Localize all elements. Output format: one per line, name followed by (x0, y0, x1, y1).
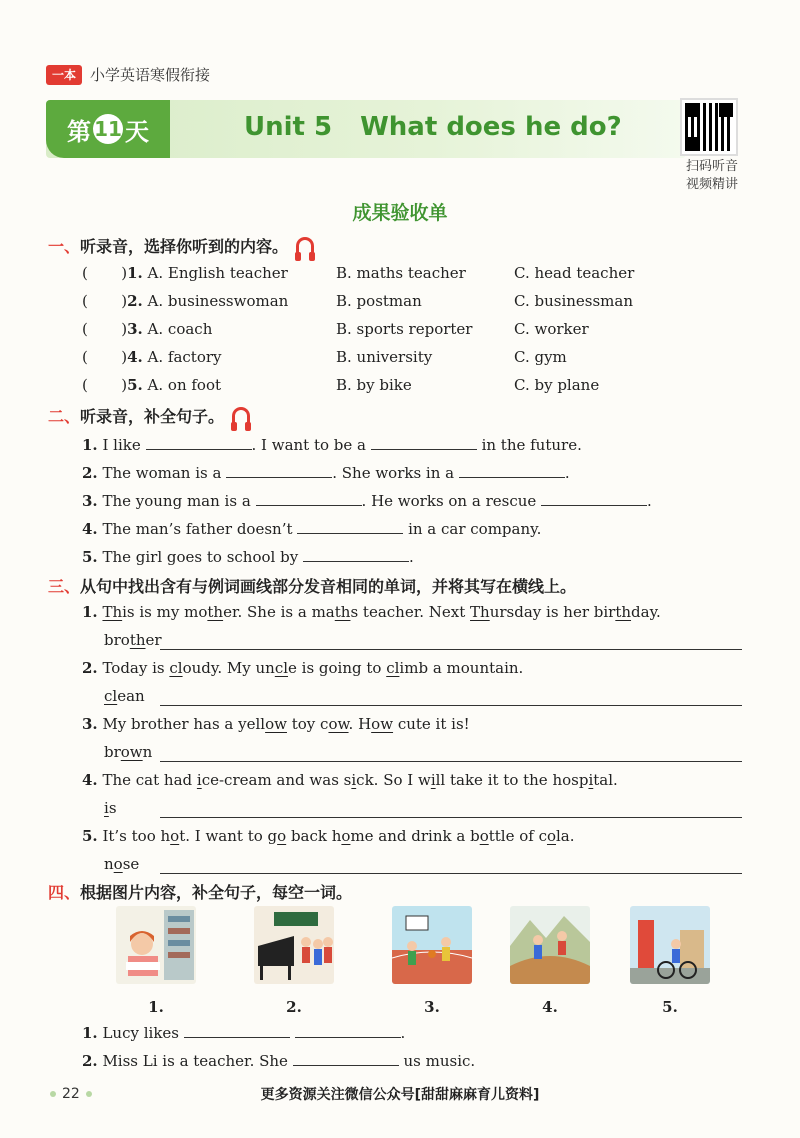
example-segment: cl (104, 687, 118, 705)
section-number: 三、 (48, 577, 81, 596)
sentence-segment: ursday is her bir (489, 603, 616, 621)
example-word (104, 743, 152, 761)
item-number: 1. (82, 603, 98, 621)
item-number: 5. (82, 548, 98, 566)
answer-blank[interactable] (459, 464, 565, 478)
sentence-segment: o (277, 827, 287, 845)
item-number: 3. (82, 715, 98, 733)
answer-bracket[interactable]: ( ) (82, 264, 128, 282)
sentence-segment: me and drink a b (350, 827, 480, 845)
choice-question-4 (82, 348, 642, 366)
sentence-segment: oudy. My un (182, 659, 275, 677)
sentence-segment: cl (274, 659, 289, 677)
answer-line[interactable] (160, 705, 742, 706)
picture-label: 4. (542, 998, 558, 1016)
day-prefix: 第 (67, 117, 91, 146)
sentence-segment: toy c (286, 715, 329, 733)
sentence-segment: ow (265, 715, 287, 733)
sentence-segment: t. I want to g (179, 827, 278, 845)
section-number: 一、 (48, 237, 81, 256)
section-4-heading (48, 880, 352, 903)
item-number: 2. (82, 659, 98, 677)
option-a[interactable]: A. coach (147, 320, 213, 338)
answer-line[interactable] (160, 649, 742, 650)
answer-blank[interactable] (295, 1024, 401, 1038)
unit-title (244, 112, 650, 142)
example-word (104, 631, 162, 649)
phonics-question-1 (82, 603, 661, 621)
example-segment: se (122, 855, 140, 873)
phonics-question-5 (82, 827, 575, 845)
answer-blank[interactable] (303, 548, 409, 562)
picture-5-riding-bike (630, 906, 710, 984)
sentence-text: I like (102, 436, 141, 454)
item-number: 1. (82, 436, 98, 454)
option-a[interactable]: A. factory (147, 348, 222, 366)
example-segment: s (108, 799, 117, 817)
choice-question-3 (82, 320, 642, 338)
sentence-text: in a car company. (408, 520, 542, 538)
item-number: 4. (82, 520, 98, 538)
phonics-question-4 (82, 771, 618, 789)
sentence-segment: e is going to (288, 659, 387, 677)
picture-3-playing-basketball (392, 906, 472, 984)
sentence-segment: ce-cream and was s (201, 771, 352, 789)
item-number: 3. (82, 492, 98, 510)
sentence-segment: Today is (102, 659, 170, 677)
answer-line[interactable] (160, 761, 742, 762)
answer-blank[interactable] (226, 464, 332, 478)
option-c[interactable]: C. worker (514, 320, 589, 338)
option-c[interactable]: C. by plane (514, 376, 600, 394)
sentence-text: The man’s father doesn’t (102, 520, 293, 538)
picture-label: 5. (662, 998, 678, 1016)
answer-bracket[interactable]: ( ) (82, 320, 128, 338)
footer-note: 更多资源关注微信公众号[甜甜麻麻育儿资料] (260, 1087, 540, 1103)
sentence-text: The woman is a (102, 464, 222, 482)
fill-sentence-2 (82, 464, 570, 482)
answer-blank[interactable] (297, 520, 403, 534)
item-number: 3. (127, 320, 143, 338)
day-number: 11 (93, 114, 123, 144)
item-number: 2. (127, 292, 143, 310)
sentence-text: . (647, 492, 652, 510)
sentence-segment: cl (386, 659, 400, 677)
example-segment: th (129, 631, 146, 649)
sentence-text: . I want to be a (251, 436, 366, 454)
qr-caption-line2: 视频精讲 (685, 177, 738, 192)
answer-bracket[interactable]: ( ) (82, 292, 128, 310)
option-a[interactable]: A. on foot (147, 376, 222, 394)
answer-line[interactable] (160, 873, 742, 874)
sentence-segment: back h (286, 827, 342, 845)
picture-2-music-class (254, 906, 334, 984)
sentence-segment: o (546, 827, 556, 845)
sentence-segment: It’s too h (102, 827, 171, 845)
example-segment: ow (120, 743, 143, 761)
series-name: 小学英语寒假衔接 (90, 66, 211, 84)
sentence-segment: cl (169, 659, 183, 677)
sentence-segment: o (479, 827, 489, 845)
qr-caption-line1: 扫码听音 (685, 159, 738, 174)
sentence-text: Lucy likes (102, 1024, 179, 1042)
sentence-segment: is is my mo (122, 603, 208, 621)
sentence-segment: th (334, 603, 351, 621)
headphones-icon[interactable] (296, 237, 314, 255)
sentence-segment: i (430, 771, 436, 789)
example-segment: br (104, 743, 121, 761)
option-b[interactable]: B. by bike (336, 376, 412, 394)
sentence-segment: cute it is! (393, 715, 470, 733)
option-c[interactable]: C. gym (514, 348, 567, 366)
qr-caption (672, 158, 752, 194)
sentence-segment: o (170, 827, 180, 845)
sentence-segment: tal. (593, 771, 618, 789)
choice-question-1 (82, 264, 642, 282)
example-segment: i (104, 799, 109, 817)
example-segment: bro (104, 631, 130, 649)
option-b[interactable]: B. maths teacher (336, 264, 466, 282)
unit-question: What does he do? (360, 112, 622, 142)
picture-sentence-2 (82, 1052, 475, 1070)
example-word (104, 855, 139, 873)
choice-question-2 (82, 292, 642, 310)
item-number: 1. (82, 1024, 98, 1042)
sentence-text: The young man is a (102, 492, 251, 510)
sentence-segment: imb a mountain. (399, 659, 524, 677)
item-number: 5. (127, 376, 143, 394)
sentence-text: Miss Li is a teacher. She (102, 1052, 288, 1070)
sentence-text: The girl goes to school by (102, 548, 299, 566)
answer-blank[interactable] (256, 492, 362, 506)
sentence-segment: ttle of c (488, 827, 547, 845)
example-word (104, 687, 145, 705)
picture-sentence-1 (82, 1024, 405, 1042)
sentence-segment: ck. So I w (356, 771, 431, 789)
section-text: 听录音，补全句子。 (80, 407, 225, 426)
option-b[interactable]: B. university (336, 348, 433, 366)
publisher-logo: 一本 (46, 65, 82, 85)
answer-line[interactable] (160, 817, 742, 818)
sentence-text: . (408, 548, 414, 566)
sentence-text: . She works in a (332, 464, 455, 482)
page-number-text: 22 (62, 1086, 80, 1102)
sentence-segment: day. (631, 603, 661, 621)
fill-sentence-5 (82, 548, 414, 566)
item-number: 1. (127, 264, 143, 282)
answer-blank[interactable] (293, 1052, 399, 1066)
example-segment: n (142, 743, 153, 761)
unit-number: Unit 5 (244, 112, 333, 142)
answer-blank[interactable] (541, 492, 647, 506)
phonics-question-2 (82, 659, 523, 677)
example-segment: ean (117, 687, 145, 705)
example-segment: o (113, 855, 123, 873)
option-c[interactable]: C. head teacher (514, 264, 635, 282)
answer-bracket[interactable]: ( ) (82, 348, 128, 366)
option-a[interactable]: A. English teacher (147, 264, 288, 282)
option-a[interactable]: A. businesswoman (147, 292, 289, 310)
item-number: 2. (82, 464, 98, 482)
item-number: 2. (82, 1052, 98, 1070)
example-word (104, 799, 117, 817)
section-3-heading (48, 574, 576, 597)
fill-sentence-1 (82, 436, 582, 454)
phonics-question-3 (82, 715, 470, 733)
option-b[interactable]: B. sports reporter (336, 320, 473, 338)
picture-label: 2. (286, 998, 302, 1016)
sentence-segment: th (615, 603, 632, 621)
sentence-segment: i (588, 771, 594, 789)
section-number: 二、 (48, 407, 81, 426)
sentence-text: in the future. (481, 436, 582, 454)
picture-label: 3. (424, 998, 440, 1016)
sentence-segment: ow (371, 715, 394, 733)
picture-label: 1. (148, 998, 164, 1016)
answer-bracket[interactable]: ( ) (82, 376, 128, 394)
item-number: 5. (82, 827, 98, 845)
page-title: 成果验收单 (352, 202, 448, 224)
fill-sentence-4 (82, 520, 541, 538)
sentence-segment: Th (102, 603, 123, 621)
day-badge (46, 100, 170, 158)
sentence-text: . (400, 1024, 406, 1042)
sentence-segment: i (196, 771, 202, 789)
sentence-segment: . H (348, 715, 372, 733)
section-2-heading (48, 404, 250, 427)
series-header (46, 64, 210, 85)
sentence-segment: Th (470, 603, 490, 621)
example-segment: n (104, 855, 114, 873)
sentence-segment: s teacher. Next (350, 603, 471, 621)
sentence-segment: la. (556, 827, 575, 845)
sentence-text: . (564, 464, 570, 482)
answer-blank[interactable] (371, 436, 477, 450)
day-suffix: 天 (125, 117, 149, 146)
section-number: 四、 (48, 883, 81, 902)
headphones-icon[interactable] (232, 407, 250, 425)
sentence-segment: er. She is a ma (223, 603, 335, 621)
section-text: 听录音，选择你听到的内容。 (80, 237, 289, 256)
picture-4-climbing-mountain (510, 906, 590, 984)
answer-blank[interactable] (146, 436, 252, 450)
example-segment: er (145, 631, 162, 649)
sentence-text: us music. (403, 1052, 476, 1070)
sentence-segment: i (351, 771, 357, 789)
sentence-segment: th (207, 603, 224, 621)
sentence-segment: o (341, 827, 351, 845)
section-text: 从句中找出含有与例词画线部分发音相同的单词，并将其写在横线上。 (80, 577, 577, 596)
item-number: 4. (127, 348, 143, 366)
section-1-heading (48, 234, 314, 257)
option-b[interactable]: B. postman (336, 292, 422, 310)
picture-1-reading-girl (116, 906, 196, 984)
option-c[interactable]: C. businessman (514, 292, 633, 310)
sentence-segment: ow (328, 715, 349, 733)
sentence-text: . He works on a rescue (361, 492, 537, 510)
sentence-segment: ll take it to the hosp (435, 771, 589, 789)
choice-question-5 (82, 376, 642, 394)
answer-blank[interactable] (184, 1024, 290, 1038)
sentence-segment: My brother has a yell (102, 715, 266, 733)
sentence-segment: The cat had (102, 771, 197, 789)
item-number: 4. (82, 771, 98, 789)
fill-sentence-3 (82, 492, 652, 510)
qr-code-icon[interactable] (680, 98, 738, 156)
section-text: 根据图片内容，补全句子，每空一词。 (80, 883, 353, 902)
